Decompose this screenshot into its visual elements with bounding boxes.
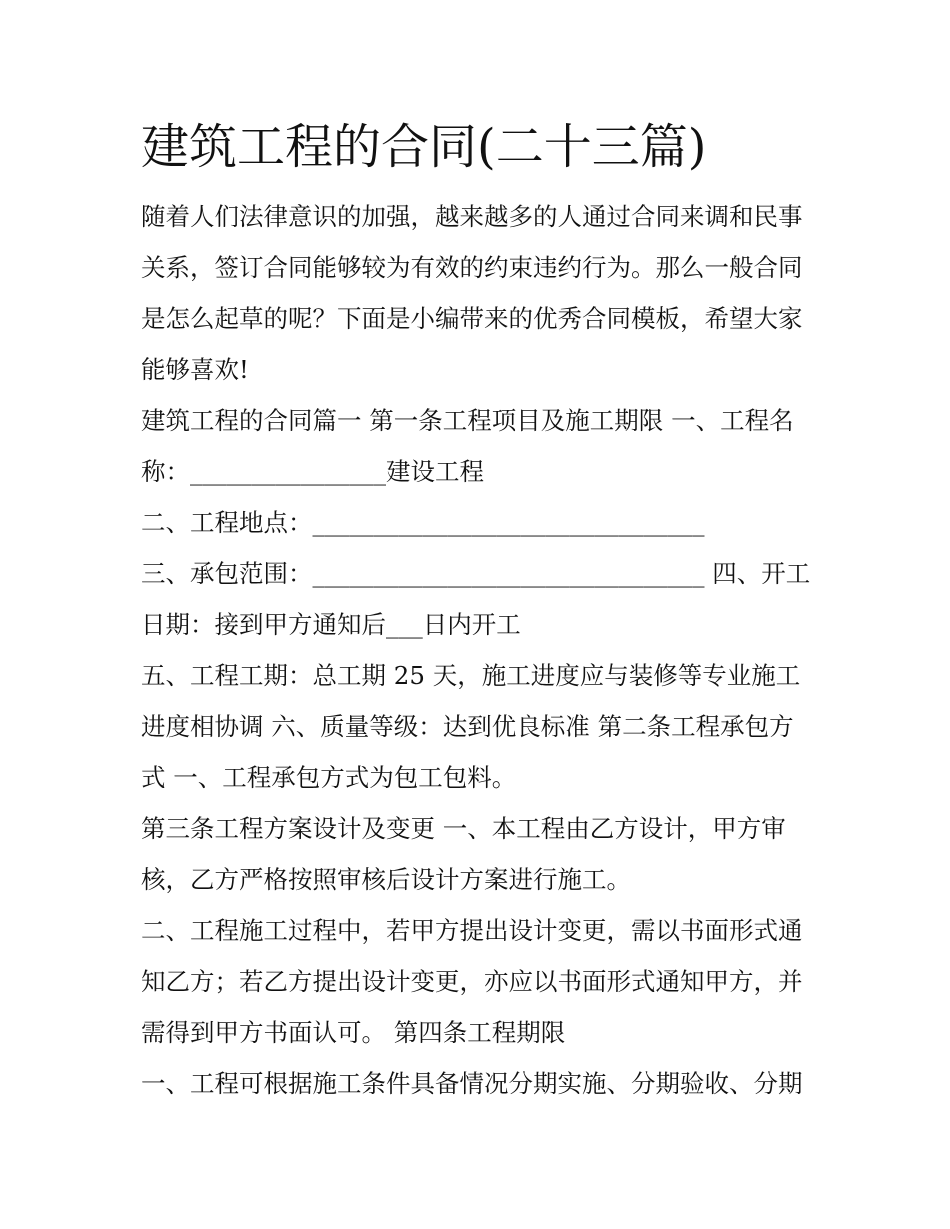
text-line: 三、承包范围：________________________________ 四、开工: [141, 559, 811, 588]
text-line: 进度相协调 六、质量等级：达到优良标准 第二条工程承包方: [141, 712, 794, 741]
text-line: 日期：接到甲方通知后___日内开工: [141, 610, 521, 639]
text-line: 能够喜欢!: [141, 355, 249, 384]
text-line: 第三条工程方案设计及变更 一、本工程由乙方设计，甲方审: [141, 814, 786, 843]
text-line: 建筑工程的合同篇一 第一条工程项目及施工期限 一、工程名: [141, 406, 794, 435]
text-line: 核，乙方严格按照审核后设计方案进行施工。: [141, 865, 631, 894]
text-line: 五、工程工期：总工期 25 天，施工进度应与装修等专业施工: [141, 661, 801, 690]
text-line: 关系，签订合同能够较为有效的约束违约行为。那么一般合同: [141, 253, 803, 282]
text-line: 一、工程可根据施工条件具备情况分期实施、分期验收、分期: [141, 1069, 803, 1098]
text-line: 称：________________建设工程: [141, 457, 484, 486]
text-line: 知乙方；若乙方提出设计变更，亦应以书面形式通知甲方，并: [141, 967, 803, 996]
text-line: 式 一、工程承包方式为包工包料。: [141, 763, 517, 792]
text-line: 是怎么起草的呢？下面是小编带来的优秀合同模板，希望大家: [141, 304, 803, 333]
text-line: 需得到甲方书面认可。 第四条工程期限: [141, 1018, 566, 1047]
text-line: 二、工程地点：________________________________: [141, 508, 705, 537]
text-line: 随着人们法律意识的加强，越来越多的人通过合同来调和民事: [141, 202, 803, 231]
text-line: 二、工程施工过程中，若甲方提出设计变更，需以书面形式通: [141, 916, 803, 945]
document-title: 建筑工程的合同(二十三篇): [141, 119, 707, 175]
